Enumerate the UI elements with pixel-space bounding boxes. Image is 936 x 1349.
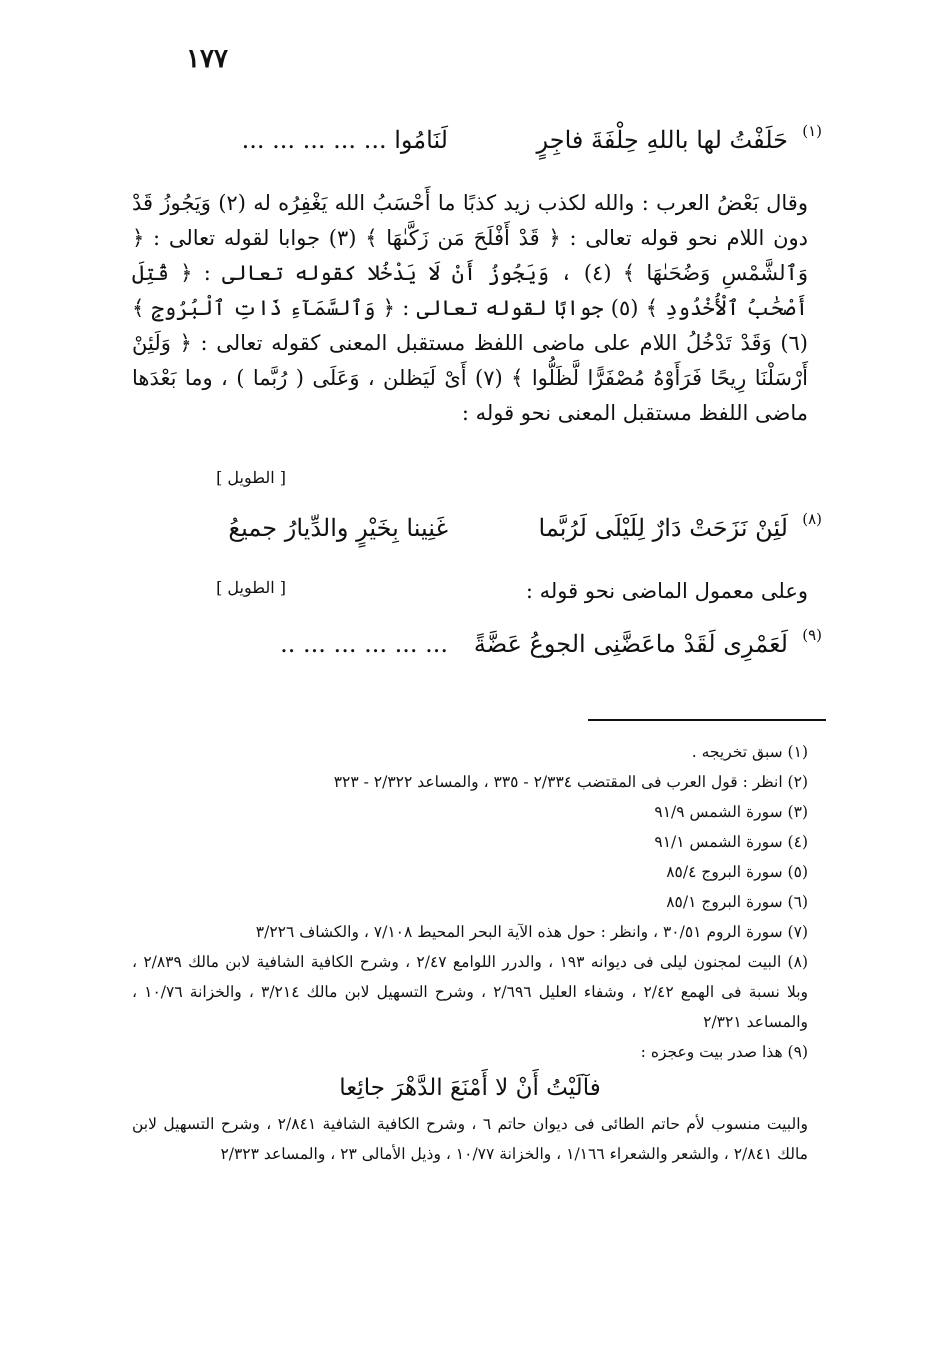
verse-3 xyxy=(138,626,822,674)
verse-1-second-hemistich: لَنَامُوا ... ... ... ... ... xyxy=(241,126,448,154)
footnote-3: (٣) سورة الشمس ٩١/٩ xyxy=(654,803,808,821)
paragraph-2: وعلى معمول الماضى نحو قوله : xyxy=(525,579,808,603)
verse-1-first-hemistich: حَلَفْتُ لها باللهِ حِلْفَةَ فاجِرٍ xyxy=(536,126,788,154)
footnote-1: (١) سبق تخريجه . xyxy=(691,743,808,761)
footnote-separator xyxy=(588,719,826,721)
verse-2-first-hemistich: لَئِنْ نَزَحَتْ دَارٌ لِلَيْلَى لَرُبَّما xyxy=(538,514,788,542)
page-number: ١٧٧ xyxy=(186,44,228,74)
footnote-7: (٧) سورة الروم ٣٠/٥١ ، وانظر : حول هذه الآية البحر المحيط ٧/١٠٨ ، والكشاف ٣/٢٢٦ xyxy=(255,923,808,941)
footnote-8: (٨) البيت لمجنون ليلى فى ديوانه ١٩٣ ، والدرر اللوامع ٢/٤٧ ، وشرح الكافية الشافية لابن مالك ٢/٨٣٩ ، وبلا نسبة فى الهمع ٢/٤٢ ، وشفاء العليل ٢/٦٩٦ ، وشرح التسهيل لابن مالك ٣/٢١٤ ، والخزانة ١٠/٧٦ ، والمساعد ٢/٣٢١ xyxy=(132,953,808,1031)
footnote-9: (٩) هذا صدر بيت وعجزه : xyxy=(640,1043,808,1061)
footnote-4: (٤) سورة الشمس ٩١/١ xyxy=(654,833,808,851)
verse-1-footnote-ref: (١) xyxy=(802,122,822,140)
footnote-5: (٥) سورة البروج ٨٥/٤ xyxy=(666,863,808,881)
verse-3-second-hemistich: ... ... ... ... ... .. xyxy=(280,630,448,658)
verse-1 xyxy=(138,122,822,170)
footnote-9-hemistich: فآلَيْتُ أَنْ لا أَمْنَعَ الدَّهْرَ جائِعا xyxy=(339,1075,601,1101)
verse-3-footnote-ref: (٩) xyxy=(802,626,822,644)
verse-2-footnote-ref: (٨) xyxy=(802,510,822,528)
meter-label-1: [ الطويل ] xyxy=(216,468,286,487)
meter-label-2: [ الطويل ] xyxy=(216,578,286,597)
paragraph-1: وقال بَعْضُ العرب : والله لكذب زيد كذبًا ما أَحْسَبُ الله يَغْفِرُه له (٢) وَيَجُوزُ قَدْ دون اللام نحو قوله تعالى : ﴿ قَدْ أَفْلَحَ مَن زَكَّىٰهَا ﴾ (٣) جوابا لقوله تعالى : ﴿ وَٱلشَّمْسِ وَضُحَىٰهَا ﴾ (٤) ، وَيَجُوزُ أَنْ لَا يَدْخُلا كقوله تعالى : ﴿ قُتِلَ أَصْحَٰبُ ٱلْأُخْدُودِ ﴾ (٥) جوابًا لقوله تعالى : ﴿ وَٱلسَّمَآءِ ذَاتِ ٱلْبُرُوجِ ﴾ (٦) وَقَدْ تَدْخُلُ اللام على ماضى اللفظ مستقبل المعنى كقوله تعالى : ﴿ وَلَئِنْ أَرْسَلْنَا رِيحًا فَرَأَوْهُ مُصْفَرًّا لَّظَلُّوا ﴾ (٧) أَىْ لَيَظلن ، وَعَلَى ( رُبَّما ) ، وما بَعْدَها ماضى اللفظ مستقبل المعنى نحو قوله : xyxy=(132,191,809,425)
verse-2 xyxy=(138,510,822,558)
verse-2-second-hemistich: غَنِينا بِخَيْرٍ والدِّيارُ جميعُ xyxy=(228,514,448,542)
footnotes xyxy=(132,737,808,1169)
footnote-2: (٢) انظر : قول العرب فى المقتضب ٢/٣٣٤ - ٣٣٥ ، والمساعد ٢/٣٢٢ - ٣٢٣ xyxy=(333,773,808,791)
verse-3-first-hemistich: لَعَمْرِى لَقَدْ ماعَضَّنِى الجوعُ عَضَّةً xyxy=(473,630,788,658)
footnote-6: (٦) سورة البروج ٨٥/١ xyxy=(666,893,808,911)
footnote-9-continuation: والبيت منسوب لأم حاتم الطائى فى ديوان حاتم ٦ ، وشرح الكافية الشافية ٢/٨٤١ ، وشرح التسهيل لابن مالك ٢/٨٤١ ، والشعر والشعراء ١/١٦٦ ، والخزانة ١٠/٧٧ ، وذيل الأمالى ٢٣ ، والمساعد ٢/٣٢٣ xyxy=(132,1115,808,1163)
